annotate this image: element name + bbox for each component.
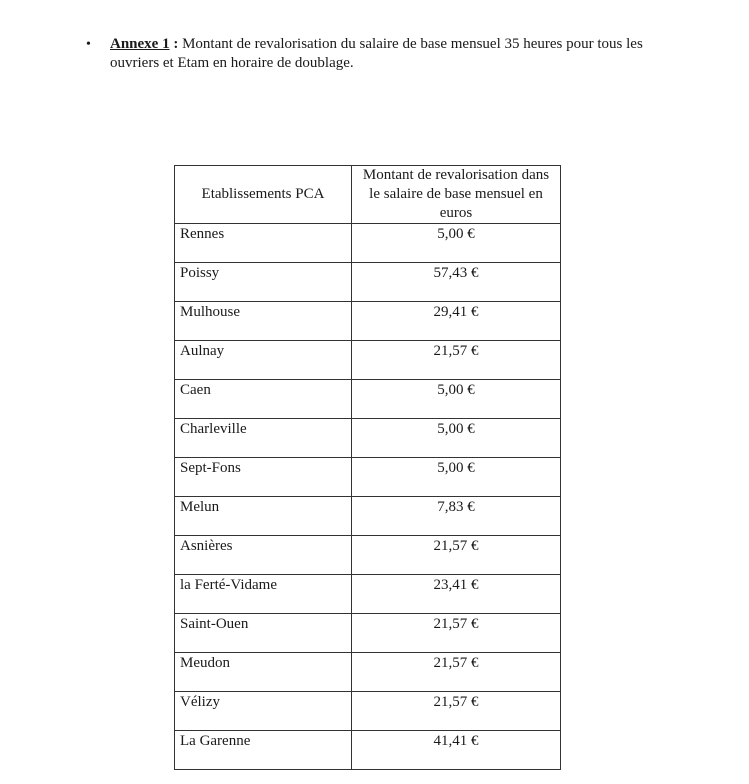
cell-establishment: Melun [175, 497, 352, 536]
table-row [175, 731, 561, 770]
cell-establishment: Charleville [175, 419, 352, 458]
table-row [175, 536, 561, 575]
table-row [175, 497, 561, 536]
cell-establishment: Sept-Fons [175, 458, 352, 497]
table-row [175, 224, 561, 263]
cell-amount: 41,41 € [352, 731, 561, 770]
cell-establishment: Saint-Ouen [175, 614, 352, 653]
bullet-icon: • [86, 37, 91, 52]
cell-establishment: Caen [175, 380, 352, 419]
cell-establishment: la Ferté-Vidame [175, 575, 352, 614]
header-establishment: Etablissements PCA [175, 166, 352, 224]
cell-amount: 5,00 € [352, 458, 561, 497]
table-row [175, 692, 561, 731]
annex-text [110, 35, 686, 73]
cell-amount: 57,43 € [352, 263, 561, 302]
cell-establishment: Asnières [175, 536, 352, 575]
table-row [175, 419, 561, 458]
annex-paragraph [86, 35, 686, 73]
table-row [175, 341, 561, 380]
table-row [175, 380, 561, 419]
annex-label: Annexe 1 [110, 36, 170, 52]
table-row [175, 614, 561, 653]
cell-amount: 7,83 € [352, 497, 561, 536]
table-row [175, 302, 561, 341]
cell-amount: 5,00 € [352, 224, 561, 263]
header-amount: Montant de revalorisation dans le salaire de base mensuel en euros [352, 166, 561, 224]
cell-establishment: Meudon [175, 653, 352, 692]
cell-amount: 21,57 € [352, 653, 561, 692]
table-row [175, 653, 561, 692]
cell-amount: 21,57 € [352, 692, 561, 731]
cell-establishment: Poissy [175, 263, 352, 302]
cell-amount: 21,57 € [352, 536, 561, 575]
cell-amount: 5,00 € [352, 419, 561, 458]
table-row [175, 263, 561, 302]
cell-establishment: Mulhouse [175, 302, 352, 341]
table-body [175, 224, 561, 770]
cell-establishment: Aulnay [175, 341, 352, 380]
cell-amount: 5,00 € [352, 380, 561, 419]
cell-amount: 21,57 € [352, 341, 561, 380]
annex-description: Montant de revalorisation du salaire de base mensuel 35 heures pour tous les ouvriers et Etam en horaire de doublage. [110, 36, 643, 71]
table-row [175, 575, 561, 614]
cell-amount: 21,57 € [352, 614, 561, 653]
table-header-row [175, 166, 561, 224]
cell-establishment: La Garenne [175, 731, 352, 770]
revaluation-table [174, 165, 561, 770]
cell-amount: 23,41 € [352, 575, 561, 614]
annex-colon: : [169, 36, 179, 52]
cell-amount: 29,41 € [352, 302, 561, 341]
table-row [175, 458, 561, 497]
cell-establishment: Vélizy [175, 692, 352, 731]
cell-establishment: Rennes [175, 224, 352, 263]
